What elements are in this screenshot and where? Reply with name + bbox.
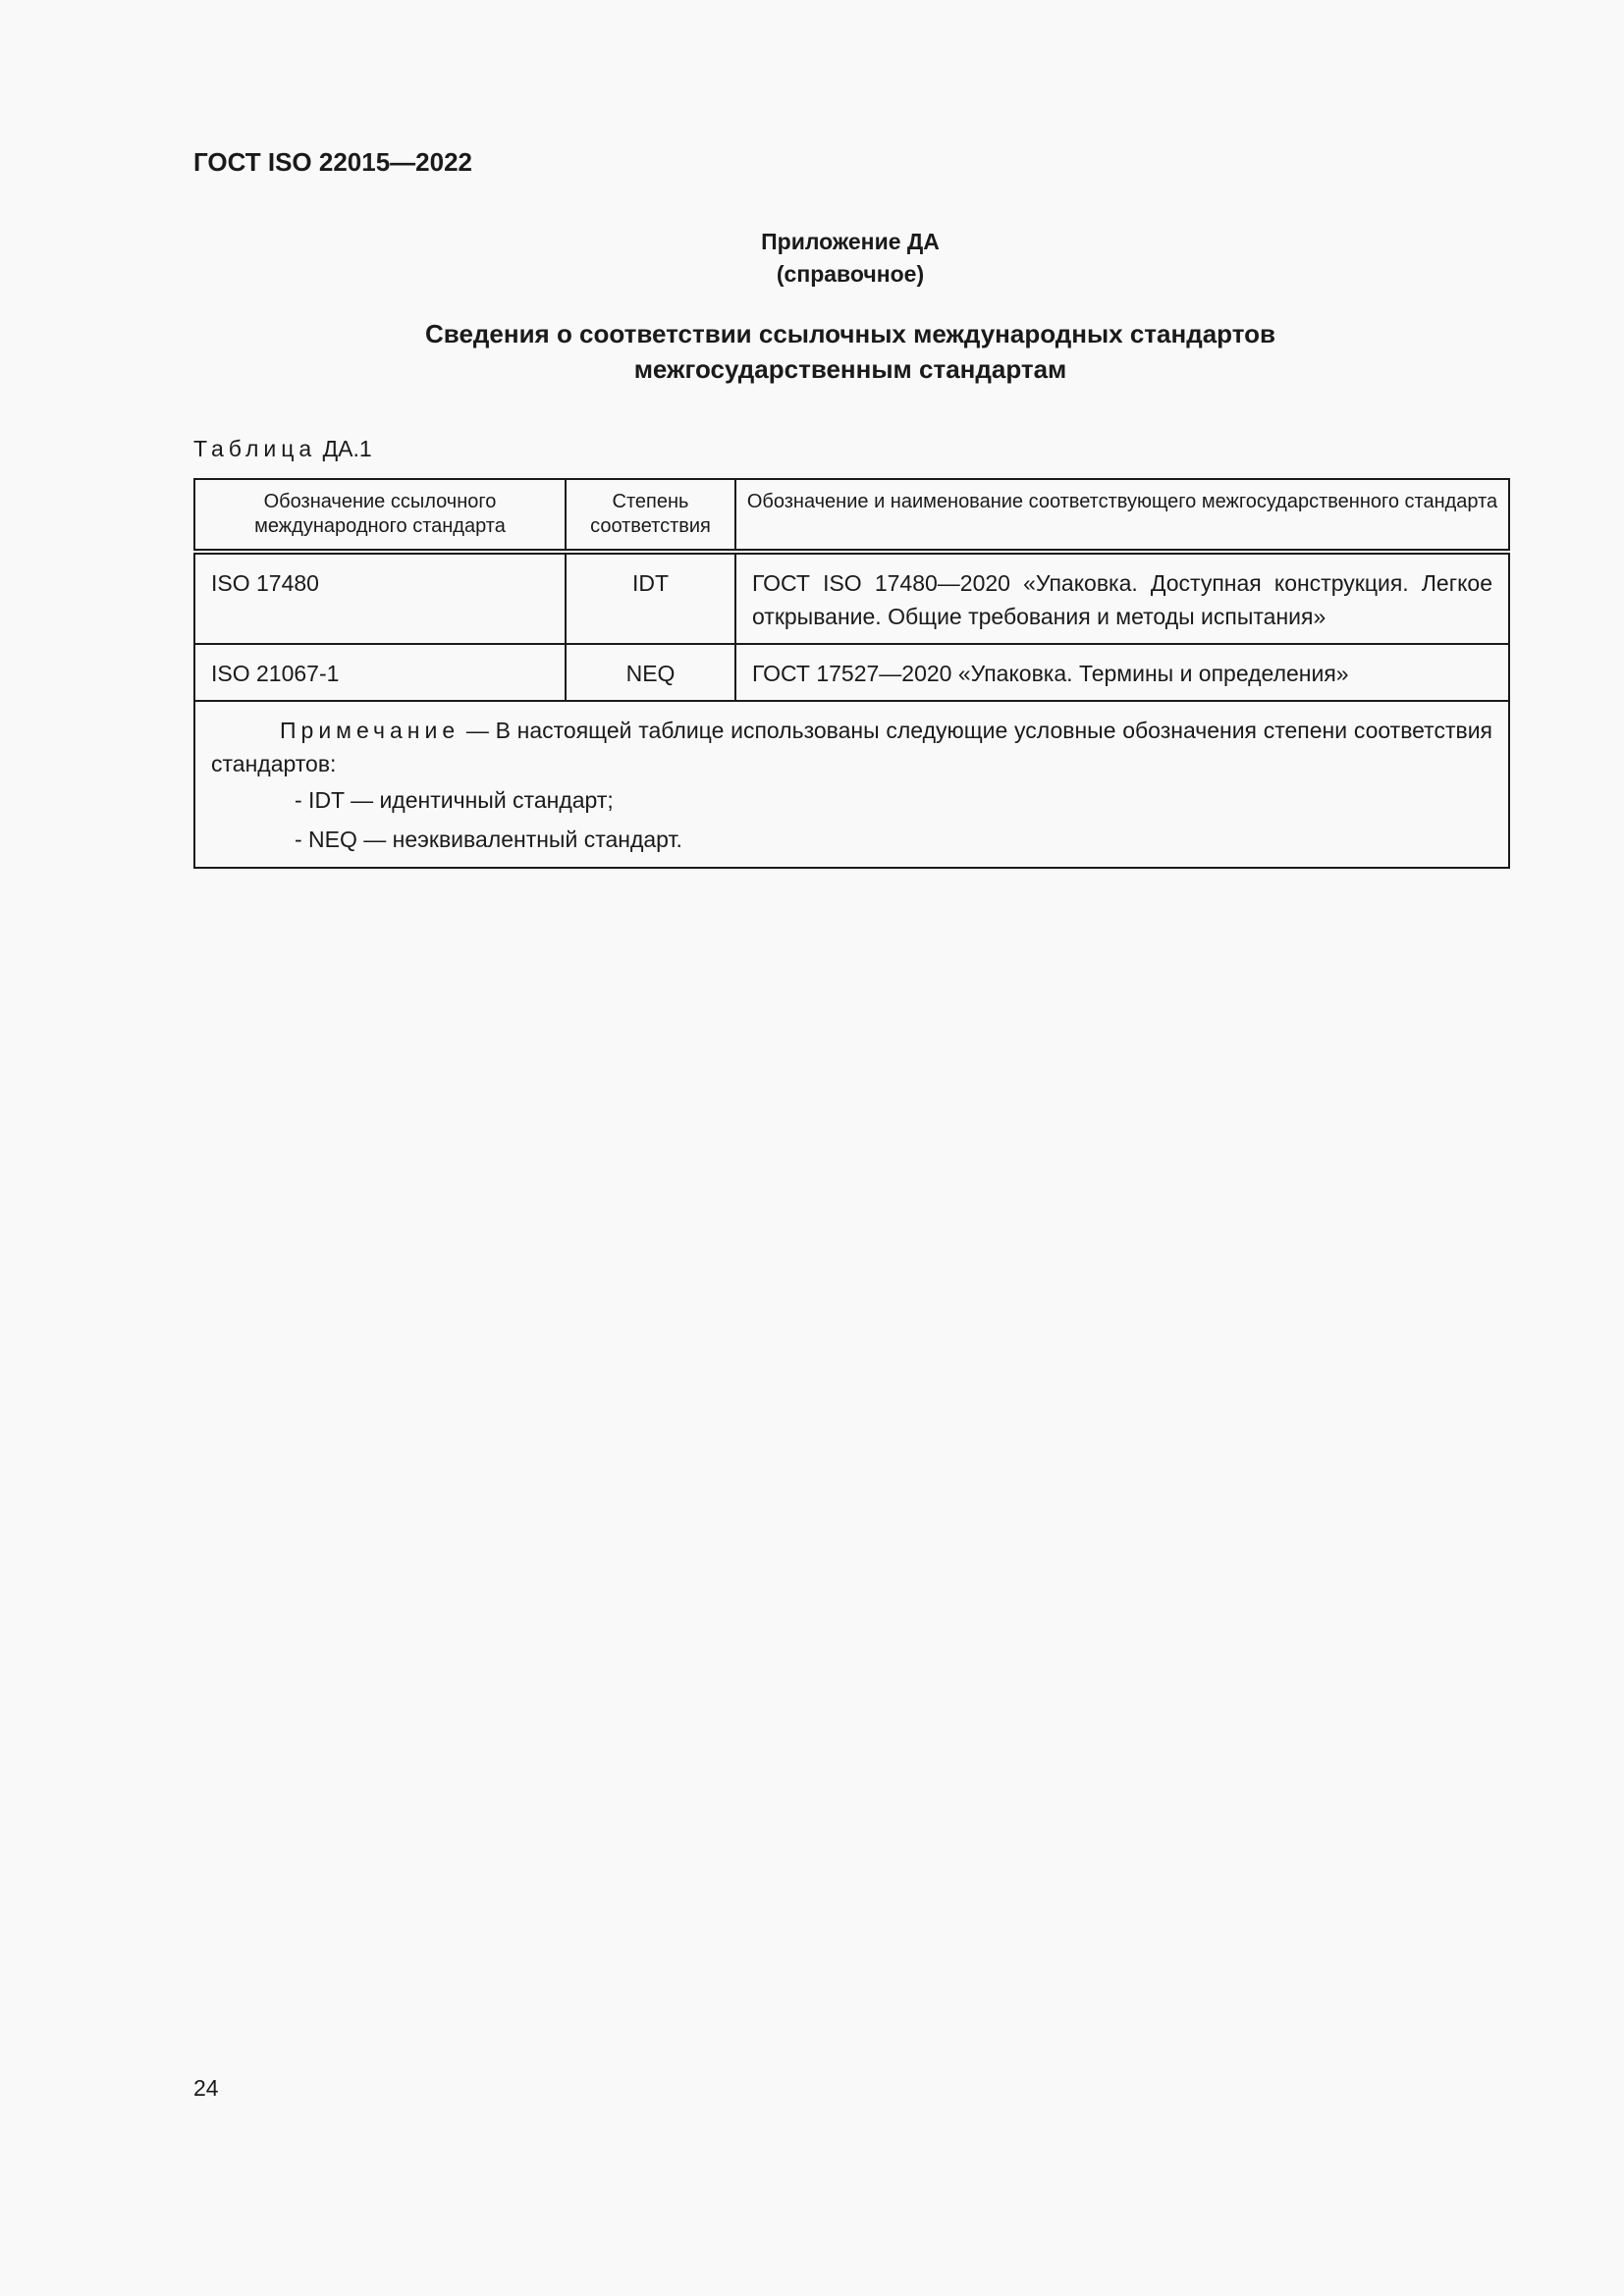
- table-note-row: [194, 701, 1509, 868]
- cell-degree: NEQ: [566, 644, 735, 701]
- table-caption-label: Таблица: [193, 436, 317, 461]
- page-number: 24: [193, 2075, 219, 2101]
- table-row: [194, 552, 1509, 644]
- cell-reference: ISO 21067-1: [194, 644, 566, 701]
- column-header-standard: Обозначение и наименование соответствующего межгосударственного стандарта: [735, 479, 1509, 552]
- note-body: — В настоящей таблице использованы следующие условные обозначения степени соответствия стандартов:: [211, 718, 1493, 776]
- annex-subtitle: (справочное): [776, 261, 925, 287]
- table-note: [194, 701, 1509, 868]
- table-row: [194, 644, 1509, 701]
- column-header-reference: Обозначение ссылочного международного стандарта: [194, 479, 566, 552]
- cell-reference: ISO 17480: [194, 552, 566, 644]
- table-caption-number: ДА.1: [322, 436, 372, 461]
- correspondence-table: [193, 478, 1510, 869]
- cell-standard: ГОСТ 17527—2020 «Упаковка. Термины и определения»: [735, 644, 1509, 701]
- cell-degree: IDT: [566, 552, 735, 644]
- annex-title: Приложение ДА: [761, 229, 940, 254]
- table-header-row: [194, 479, 1509, 552]
- section-title-line-1: Сведения о соответствии ссылочных международных стандартов: [425, 319, 1275, 348]
- section-title-line-2: межгосударственным стандартам: [633, 354, 1067, 384]
- table-caption: [193, 436, 372, 462]
- document-code: ГОСТ ISO 22015—2022: [193, 147, 473, 177]
- note-text: [211, 714, 1492, 780]
- section-title: [193, 316, 1507, 387]
- cell-standard: ГОСТ ISO 17480—2020 «Упаковка. Доступная конструкция. Легкое открывание. Общие требования и методы испытания»: [735, 552, 1509, 644]
- column-header-degree: Степень соответствия: [566, 479, 735, 552]
- note-label: Примечание: [280, 718, 460, 743]
- annex-heading: [193, 226, 1507, 291]
- note-item-neq: - NEQ — неэквивалентный стандарт.: [295, 827, 682, 852]
- note-item-idt: - IDT — идентичный стандарт;: [295, 787, 614, 813]
